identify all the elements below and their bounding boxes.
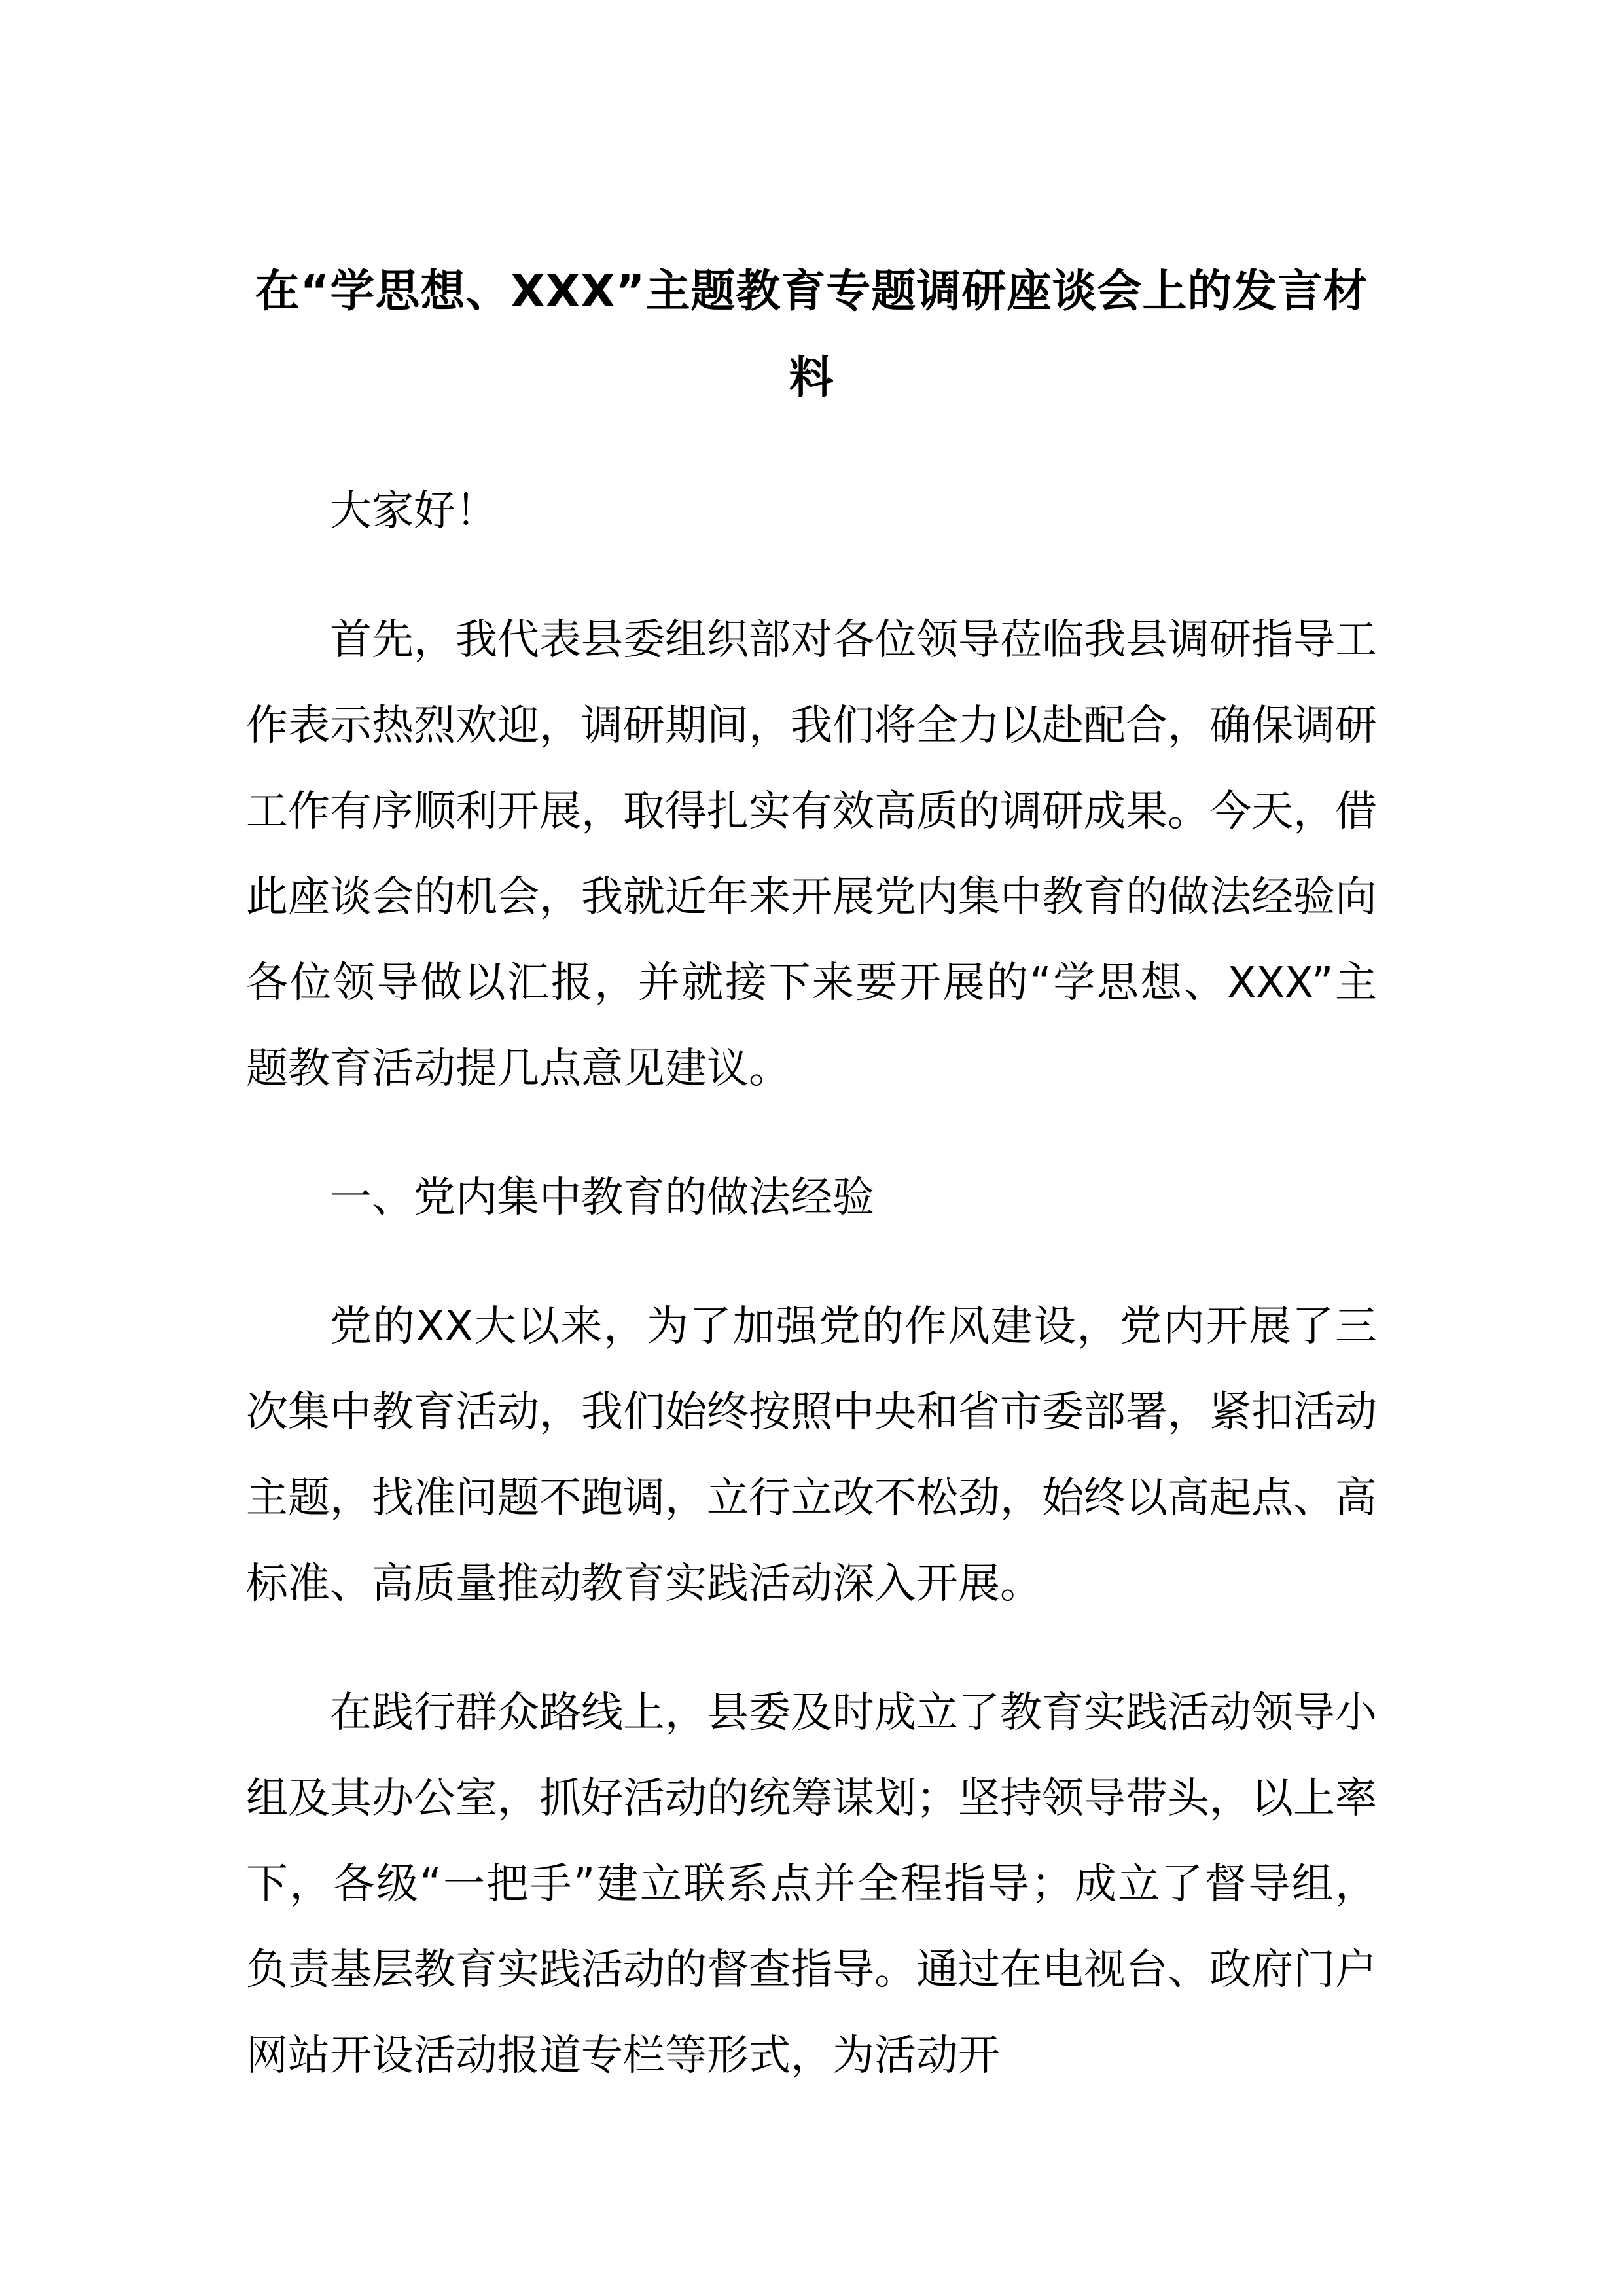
section-heading-1: 一、党内集中教育的做法经验 [330,1174,874,1222]
body-paragraph: 在践行群众路线上，县委及时成立了教育实践活动领导小组及其办公室，抓好活动的统筹谋划；坚持领导带头，以上率下，各级“一把手”建立联系点并全程指导；成立了督导组，负责基层教育实践活动的督查指导。通过在电视台、政府门户网站开设活动报道专栏等形式，为活动开 [246,1689,1377,2080]
document-title: 在“学思想、XXX”主题教育专题调研座谈会上的发言材料 [255,266,1368,404]
body-paragraph: 党的XX大以来，为了加强党的作风建设，党内开展了三次集中教育活动，我们始终按照中央和省市委部署，紧扣活动主题，找准问题不跑调，立行立改不松劲，始终以高起点、高标准、高质量推动教育实践活动深入开展。 [246,1302,1377,1608]
opening-paragraph: 首先，我代表县委组织部对各位领导莅临我县调研指导工作表示热烈欢迎，调研期间，我们将全力以赴配合，确保调研工作有序顺利开展，取得扎实有效高质的调研成果。今天，借此座谈会的机会，我就近年来开展党内集中教育的做法经验向各位领导做以汇报，并就接下来要开展的“学思想、XXX”主题教育活动提几点意见建议。 [246,616,1377,1093]
greeting-paragraph: 大家好！ [330,487,497,535]
document-body [246,249,1377,2142]
